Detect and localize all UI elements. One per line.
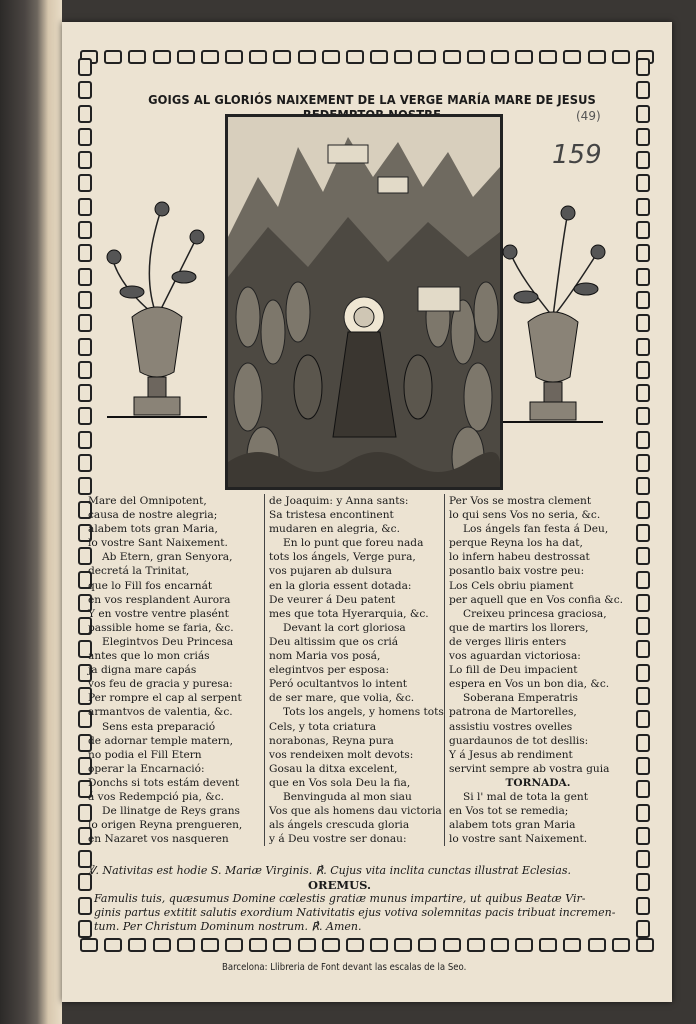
verse-line: als ángels crescuda gloria (269, 819, 410, 832)
verse-line: alabem tots gran Maria (449, 819, 576, 832)
verse-line: operar la Encarnació: (88, 762, 205, 775)
border-chain-link (636, 384, 650, 402)
border-chain-link (78, 361, 92, 379)
border-chain-link (563, 938, 581, 952)
border-chain-link (636, 734, 650, 752)
border-chain-link (225, 938, 243, 952)
border-chain-link (78, 221, 92, 239)
border-chain-link (443, 938, 461, 952)
border-chain-link (636, 850, 650, 868)
verse-line: lo infern habeu destrossat (449, 551, 590, 564)
verse-line: En lo punt que foreu nada (283, 537, 424, 550)
border-chain-link (153, 938, 171, 952)
border-chain-link (298, 50, 316, 64)
verse-line: Elegintvos Deu Princesa (102, 635, 234, 648)
verse-line: Los Cels obriu piament (449, 579, 574, 592)
book-spine (0, 0, 62, 1024)
border-chain-link (636, 501, 650, 519)
border-chain-link (322, 938, 340, 952)
border-chain-link (636, 571, 650, 589)
border-chain-link (225, 50, 243, 64)
flower-vase-illustration-left (102, 197, 212, 437)
verse-line: perque Reyna los ha dat, (449, 537, 583, 550)
oremus-heading: OREMUS. (308, 878, 371, 892)
verse-line: lo vostre sant Naixement. (449, 833, 588, 846)
border-chain-link (78, 338, 92, 356)
printer-imprint: Barcelona: Llibreria de Font devant las escalas de la Seo. (222, 962, 467, 973)
border-chain-link (78, 58, 92, 76)
verse-line: Y á Jesus ab rendiment (449, 748, 573, 761)
verse-line: mes que tota Hyerarquia, &c. (269, 607, 429, 620)
verse-line: en la gloria essent dotada: (269, 579, 412, 592)
border-chain-link (394, 938, 412, 952)
border-chain-link (249, 50, 267, 64)
border-chain-link (78, 407, 92, 425)
border-chain-link (636, 151, 650, 169)
verse-line: Sens esta preparació (102, 720, 216, 733)
border-chain-link (636, 804, 650, 822)
border-chain-link (636, 454, 650, 472)
border-chain-link (78, 291, 92, 309)
verse-line: decretá la Trinitat, (88, 565, 190, 578)
verse-line: que en Vos sola Deu la fia, (269, 776, 411, 789)
border-chain-link (201, 938, 219, 952)
prayer-text (94, 892, 624, 934)
verse-line: Sa tristesa encontinent (269, 509, 394, 522)
border-chain-link (128, 938, 146, 952)
verse-line: en Vos tot se remedia; (449, 805, 569, 818)
border-chain-link (78, 174, 92, 192)
border-chain-link (636, 431, 650, 449)
handwritten-folio-number: 159 (552, 140, 602, 170)
border-chain-link (201, 50, 219, 64)
border-chain-link (515, 938, 533, 952)
border-chain-link (78, 198, 92, 216)
border-chain-link (78, 81, 92, 99)
verse-line: de Joaquim: y Anna sants: (269, 495, 409, 507)
border-chain-link (612, 50, 630, 64)
border-chain-link (418, 50, 436, 64)
decorative-border-right (634, 58, 652, 938)
versicle-text: ℣. Nativitas est hodie S. Mariæ Virginis. ℟. Cujus vita inclita cunctas illustrat Eclesias. (88, 864, 572, 877)
border-chain-link (636, 757, 650, 775)
border-chain-link (636, 594, 650, 612)
verse-line: assistiu vostres ovelles (449, 720, 573, 733)
handwritten-note-number: (49) (576, 109, 601, 123)
verse-line: en vos resplandent Aurora (88, 593, 231, 606)
border-chain-link (636, 407, 650, 425)
verse-line: Y en vostre ventre plasént (88, 607, 229, 620)
verse-line: TORNADA. (505, 776, 571, 789)
verse-line: Gosau la ditxa excelent, (269, 762, 398, 775)
border-chain-link (298, 938, 316, 952)
verse-line: Per Vos se mostra clement (449, 495, 592, 507)
verse-column-3 (444, 494, 627, 846)
verse-line: en Nazaret vos nasqueren (88, 833, 229, 846)
border-chain-link (612, 938, 630, 952)
verse-line: norabonas, Reyna pura (269, 734, 394, 747)
verse-line: servint sempre ab vostra guia (449, 762, 610, 775)
verse-line: causa de nostre alegria; (88, 509, 218, 522)
border-chain-link (78, 128, 92, 146)
border-chain-link (346, 938, 364, 952)
woodcut-illustration (225, 114, 503, 490)
verse-line: antes que lo mon criás (88, 650, 210, 663)
border-chain-link (636, 640, 650, 658)
border-chain-link (78, 384, 92, 402)
border-chain-link (78, 105, 92, 123)
verse-line: de ser mare, que volia, &c. (269, 692, 415, 705)
verse-line: Si l' mal de tota la gent (463, 790, 588, 803)
printed-page (62, 22, 672, 1002)
decorative-border-top (80, 46, 654, 68)
decorative-border-bottom (80, 934, 654, 956)
border-chain-link (128, 50, 146, 64)
verse-line: vos aguardan victoriosa: (449, 650, 581, 663)
border-chain-link (322, 50, 340, 64)
verse-line: Vos que als homens dau victoria (269, 805, 442, 818)
border-chain-link (636, 897, 650, 915)
verse-line: passible home se faria, &c. (88, 621, 234, 634)
border-chain-link (636, 338, 650, 356)
border-chain-link (636, 198, 650, 216)
border-chain-link (467, 938, 485, 952)
border-chain-link (467, 50, 485, 64)
border-chain-link (636, 174, 650, 192)
verse-column-2 (264, 494, 443, 846)
verse-line: patrona de Martorelles, (449, 706, 577, 719)
border-chain-link (370, 50, 388, 64)
border-chain-link (636, 938, 654, 952)
prayer-line: Famulis tuis, quæsumus Domine cœlestis gratiæ munus impartire, ut quibus Beatæ Vir- (94, 892, 586, 905)
verse-line: vos pujaren ab dulsura (269, 565, 392, 578)
border-chain-link (346, 50, 364, 64)
border-chain-link (636, 920, 650, 938)
verse-column-1 (88, 494, 260, 846)
verse-line: Tots los angels, y homens tots (283, 706, 444, 719)
verse-line: De llinatge de Reys grans (102, 805, 240, 818)
border-chain-link (588, 938, 606, 952)
border-chain-link (636, 268, 650, 286)
border-chain-link (515, 50, 533, 64)
verse-line: Benvinguda al mon siau (283, 790, 412, 803)
verse-line: ja digna mare capás (88, 664, 197, 677)
border-chain-link (636, 314, 650, 332)
verse-line: nom Maria vos posá, (269, 650, 381, 663)
border-chain-link (636, 873, 650, 891)
flower-vase-illustration-right (498, 197, 608, 437)
verse-line: Deu altissim que os criá (269, 635, 399, 648)
border-chain-link (78, 897, 92, 915)
border-chain-link (636, 81, 650, 99)
prayer-line: tum. Per Christum Dominum nostrum. ℟. Amen. (94, 920, 362, 933)
verse-line: que lo Fill fos encarnát (88, 579, 213, 592)
verse-line: vos rendeixen molt devots: (269, 748, 414, 761)
verse-line: á vos Redempció pia, &c. (88, 790, 224, 803)
verse-line: de adornar temple matern, (88, 734, 234, 747)
border-chain-link (78, 151, 92, 169)
border-chain-link (636, 221, 650, 239)
verse-line: guardaunos de tot desllis: (449, 734, 589, 747)
verse-line: posantlo baix vostre peu: (449, 565, 585, 578)
verse-line: alabem tots gran Maria, (88, 523, 218, 536)
border-chain-link (539, 938, 557, 952)
verse-line: tots los ángels, Verge pura, (269, 551, 416, 564)
border-chain-link (636, 244, 650, 262)
border-chain-link (104, 938, 122, 952)
border-chain-link (78, 431, 92, 449)
border-chain-link (588, 50, 606, 64)
verse-line: elegintvos per esposa: (269, 664, 390, 677)
border-chain-link (636, 780, 650, 798)
verse-line: Devant la cort gloriosa (283, 621, 406, 634)
border-chain-link (273, 50, 291, 64)
border-chain-link (491, 50, 509, 64)
verse-line: de verges lliris enters (449, 635, 567, 648)
border-chain-link (80, 938, 98, 952)
border-chain-link (636, 664, 650, 682)
border-chain-link (636, 291, 650, 309)
verse-line: De veurer á Deu patent (269, 593, 396, 606)
verse-line: mudaren en alegria, &c. (269, 523, 400, 536)
verse-line: lo vostre Sant Naixement. (88, 537, 228, 550)
border-chain-link (78, 920, 92, 938)
border-chain-link (78, 314, 92, 332)
border-chain-link (636, 477, 650, 495)
verse-line: Lo fill de Deu impacient (449, 664, 578, 677)
verse-line: lo origen Reyna prengueren, (88, 819, 243, 832)
verse-line: Soberana Emperatris (463, 692, 578, 705)
border-chain-link (249, 938, 267, 952)
border-chain-link (636, 617, 650, 635)
prayer-line: ginis partus extitit salutis exordium Nativitatis ejus votiva solemnitas pacis tribuat incremen- (94, 906, 616, 919)
border-chain-link (491, 938, 509, 952)
border-chain-link (636, 524, 650, 542)
verse-line: Peró ocultantvos lo intent (269, 678, 408, 691)
verse-line: per aquell que en Vos confia &c. (449, 593, 623, 606)
verse-line: no podia el Fill Etern (88, 748, 202, 761)
border-chain-link (636, 710, 650, 728)
verse-line: Mare del Omnipotent, (88, 495, 207, 507)
page-title: GOIGS AL GLORIÓS NAIXEMENT DE LA VERGE MARÍA MARE DE JESUS (148, 92, 596, 107)
border-chain-link (273, 938, 291, 952)
verse-line: armantvos de valentia, &c. (88, 706, 233, 719)
verse-line: espera en Vos un bon dia, &c. (449, 678, 610, 691)
verse-line: y á Deu vostre ser donau: (269, 833, 407, 846)
border-chain-link (177, 938, 195, 952)
border-chain-link (636, 687, 650, 705)
verse-line: que de martirs los llorers, (449, 621, 589, 634)
border-chain-link (78, 244, 92, 262)
border-chain-link (539, 50, 557, 64)
border-chain-link (153, 50, 171, 64)
border-chain-link (636, 128, 650, 146)
verse-line: lo qui sens Vos no seria, &c. (449, 509, 601, 522)
verse-line: Ab Etern, gran Senyora, (102, 551, 233, 564)
border-chain-link (636, 58, 650, 76)
border-chain-link (636, 827, 650, 845)
border-chain-link (418, 938, 436, 952)
border-chain-link (636, 361, 650, 379)
verse-line: Creixeu princesa graciosa, (463, 607, 607, 620)
border-chain-link (104, 50, 122, 64)
border-chain-link (78, 477, 92, 495)
verse-line: Cels, y tota criatura (269, 720, 377, 733)
verse-line: Los ángels fan festa á Deu, (463, 523, 609, 536)
verse-line: Donchs si tots estám devent (88, 776, 240, 789)
border-chain-link (563, 50, 581, 64)
border-chain-link (177, 50, 195, 64)
border-chain-link (78, 454, 92, 472)
border-chain-link (443, 50, 461, 64)
border-chain-link (636, 547, 650, 565)
border-chain-link (394, 50, 412, 64)
border-chain-link (78, 268, 92, 286)
verse-line: vos feu de gracia y puresa: (88, 678, 233, 691)
verse-line: Per rompre el cap al serpent (88, 692, 242, 705)
border-chain-link (370, 938, 388, 952)
border-chain-link (636, 105, 650, 123)
